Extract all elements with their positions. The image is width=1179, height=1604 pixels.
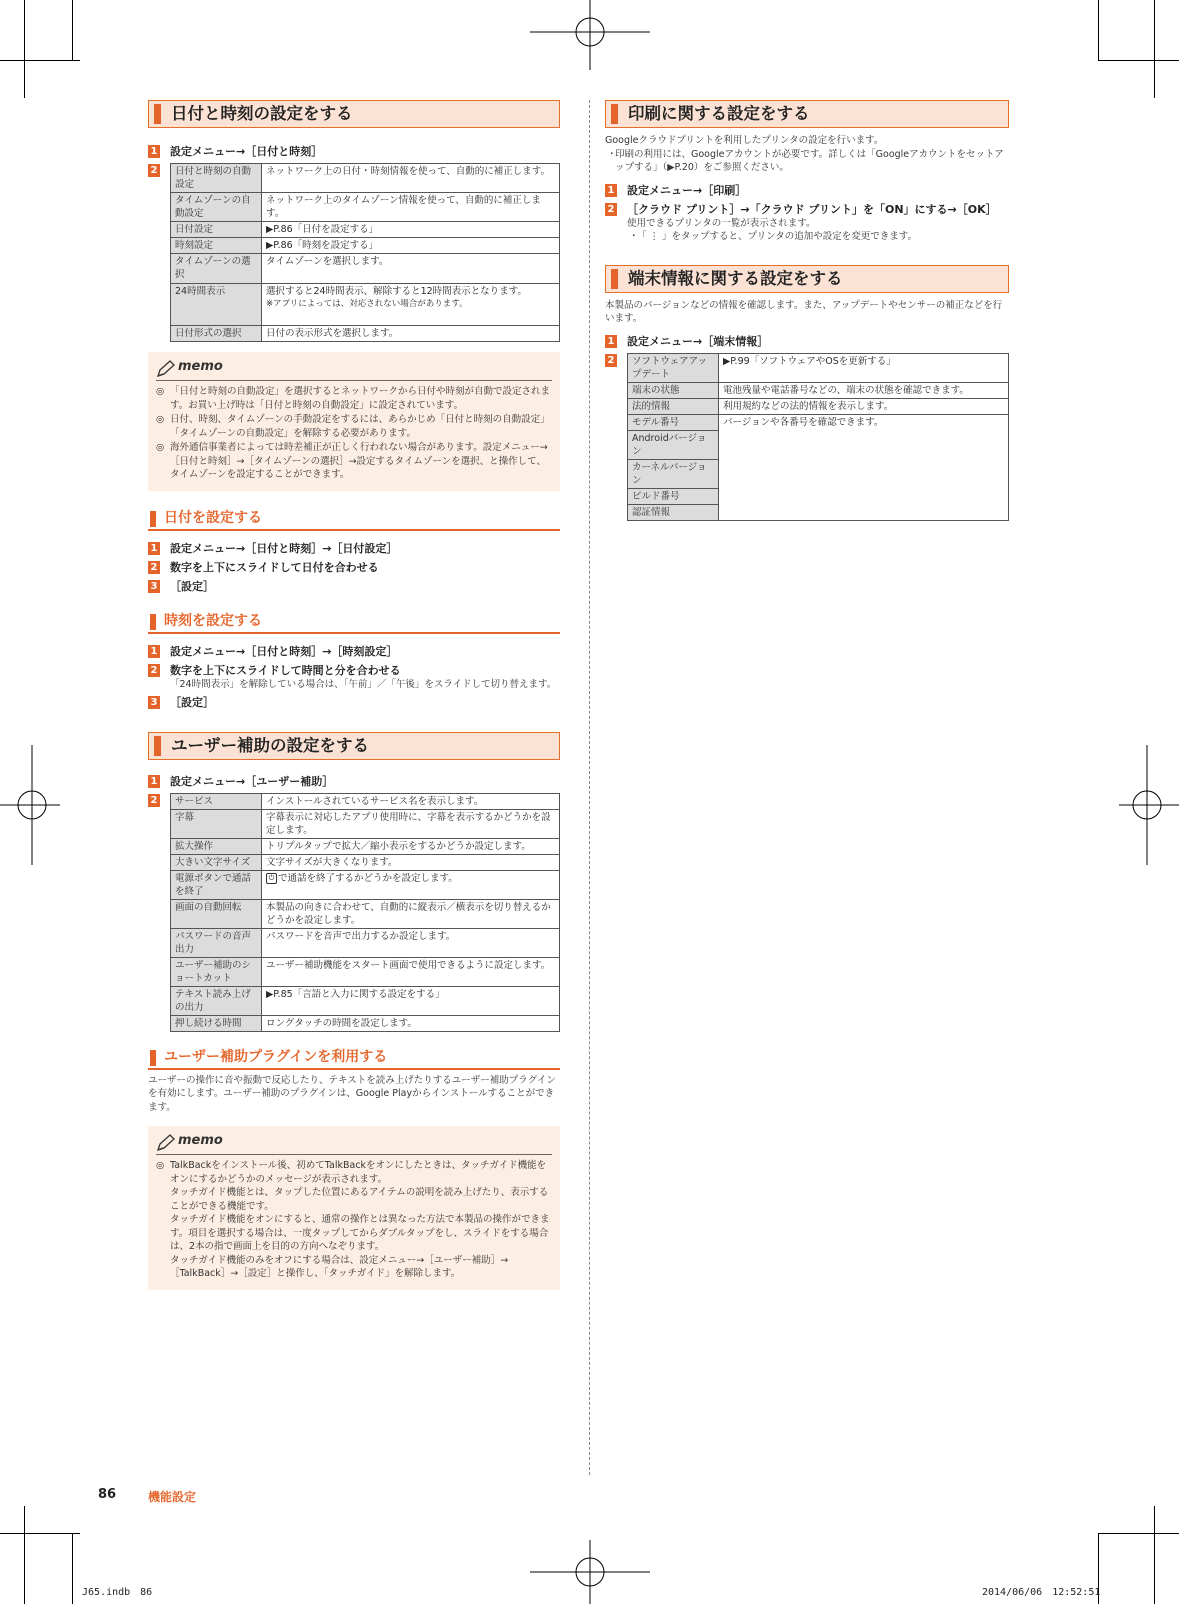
subsection-title-accessibility-plugin: ユーザー補助プラグインを利用する <box>148 1048 560 1070</box>
accessibility-settings-table <box>170 793 560 1032</box>
device-info-intro: 本製品のバージョンなどの情報を確認します。また、アップデートやセンサーの補正などを行います。 <box>605 299 1003 324</box>
step-3: 3 ［設定］ <box>148 579 560 594</box>
table-row: 24時間表示 選択すると24時間表示、解除すると12時間表示となります。 ※アプリによっては、対応されない場合があります。 <box>171 284 560 326</box>
table-row: モデル番号 バージョンや各番号を確認できます。 <box>628 414 1009 430</box>
step-2: 2 数字を上下にスライドして日付を合わせる <box>148 560 560 575</box>
table-row: ビルド番号 <box>628 488 1009 504</box>
step-number-2: 2 <box>148 794 160 807</box>
memo-item: ◎ TalkBackをインストール後、初めてTalkBackをオンにしたときは、タッチガイド機能をオンにするかどうかのメッセージが表示されます。 タッチガイド機能とは、タップした位置にあるアイテムの説明を読み上げたり、表示することができる機能です。 タッチガイド機能をオンにすると、通常の操作とは異なった方法で本製品の操作ができます。項目を選択する場合は、一度タップしてからダブルタップをし、スライドをする場合は、2本の指で画面上を目的の方向へなぞります。 タッチガイド機能のみをオフにする場合は、設定メニュー→［ユーザー補助］→［TalkBack］→［設定］と操作し、「タッチガイド」を解除します。 <box>156 1160 550 1279</box>
table-row: 押し続ける時間 ロングタッチの時間を設定します。 <box>171 1015 560 1031</box>
section-title-date-time: 日付と時刻の設定をする <box>148 100 560 128</box>
table-row: Androidバージョン <box>628 430 1009 459</box>
date-time-settings-table <box>170 163 560 342</box>
memo-label: memo <box>178 359 223 374</box>
memo-item: ◎ 日付、時刻、タイムゾーンの手動設定をするには、あらかじめ「日付と時刻の自動設定」「タイムゾーンの自動設定」を解除する必要があります。 <box>156 414 550 439</box>
step-number-2: 2 <box>148 164 160 177</box>
table-row: 画面の自動回転 本製品の向きに合わせて、自動的に縦表示／横表示を切り替えるかどうかを設定します。 <box>171 899 560 928</box>
table-row: サービス インストールされているサービス名を表示します。 <box>171 793 560 809</box>
registration-mark-left <box>0 745 60 865</box>
step-1: 1 設定メニュー→［端末情報］ <box>605 334 1009 349</box>
memo-item: ◎ 「日付と時刻の自動設定」を選択するとネットワークから日付や時刻が自動で設定されます。お買い上げ時は「日付と時刻の自動設定」に設定されています。 <box>156 386 551 411</box>
table-row: 日付と時刻の自動設定 ネットワーク上の日付・時刻情報を使って、自動的に補正します。 <box>171 164 560 193</box>
step-2: 2 数字を上下にスライドして時間と分を合わせる 「24時間表示」を解除している場合は、「午前」／「午後」をスライドして切り替えます。 <box>148 663 560 691</box>
step-1: 1 設定メニュー→［日付と時刻］→［日付設定］ <box>148 541 560 556</box>
table-row: 電源ボタンで通話を終了 ⏻ で通話を終了するかどうかを設定します。 <box>171 870 560 899</box>
registration-mark-right <box>1119 745 1179 865</box>
table-row: 字幕 字幕表示に対応したアプリ使用時に、字幕を表示するかどうかを設定します。 <box>171 809 560 838</box>
step-1: 1 設定メニュー→［印刷］ <box>605 183 1009 198</box>
column-divider <box>589 100 590 1475</box>
left-column <box>148 100 560 1290</box>
table-row: ソフトウェアアップデート ▶P.99「ソフトウェアやOSを更新する」 <box>628 353 1009 382</box>
memo-label: memo <box>178 1133 223 1148</box>
section-title-accessibility: ユーザー補助の設定をする <box>148 732 560 760</box>
page-number: 86 <box>98 1487 117 1502</box>
pencil-icon <box>156 1134 176 1152</box>
printing-intro: Googleクラウドプリントを利用したプリンタの設定を行います。 <box>605 135 884 146</box>
step-3: 3 ［設定］ <box>148 695 560 710</box>
chapter-label: 機能設定 <box>148 1490 197 1504</box>
section-title-device-info: 端末情報に関する設定をする <box>605 265 1009 293</box>
table-row: ユーザー補助のショートカット ユーザー補助機能をスタート画面で使用できるように設定します。 <box>171 957 560 986</box>
table-row: 拡大操作 トリプルタップで拡大／縮小表示をするかどうか設定します。 <box>171 838 560 854</box>
step-number-2: 2 <box>605 354 617 367</box>
right-column <box>605 100 1009 521</box>
registration-mark-bottom <box>530 1540 650 1604</box>
printing-bullet: ・ 印刷の利用には、Googleアカウントが必要です。詳しくは「Googleアカウントをセットアップする」（▶P.20）をご参照ください。 <box>607 148 1004 173</box>
table-row: 大きい文字サイズ 文字サイズが大きくなります。 <box>171 854 560 870</box>
table-row: 認証情報 <box>628 504 1009 520</box>
memo-box-date-time <box>148 352 560 491</box>
registration-mark-top <box>530 0 650 70</box>
step-1: 1 設定メニュー→［日付と時刻］→［時刻設定］ <box>148 644 560 659</box>
table-row: 時刻設定 ▶P.86「時刻を設定する」 <box>171 238 560 254</box>
print-file-info: J65.indb 86 <box>82 1587 153 1598</box>
power-key-icon: ⏻ <box>266 873 277 884</box>
table-row: 法的情報 利用規約などの法的情報を表示します。 <box>628 398 1009 414</box>
subsection-title-set-date: 日付を設定する <box>148 509 560 531</box>
table-row: 日付設定 ▶P.86「日付を設定する」 <box>171 222 560 238</box>
step-2: 2 ［クラウド プリント］→「クラウド プリント」を「ON」にする→［OK］ 使用できるプリンタの一覧が表示されます。 ・ 「 ⋮ 」をタップすると、プリンタの追加や設定を変更できます。 <box>605 202 1009 243</box>
table-row: テキスト読み上げの出力 ▶P.85「言語と入力に関する設定をする」 <box>171 986 560 1015</box>
device-info-table <box>627 353 1009 521</box>
step-1: 1 設定メニュー→［ユーザー補助］ <box>148 774 560 789</box>
table-row: パスワードの音声出力 パスワードを音声で出力するか設定します。 <box>171 928 560 957</box>
memo-item: ◎ 海外通信事業者によっては時差補正が正しく行われない場合があります。設定メニュー→［日付と時刻］→［タイムゾーンの選択］→設定するタイムゾーンを選択、と操作して、タイムゾーンを設定することができます。 <box>156 442 548 480</box>
step-1: 1 設定メニュー→［日付と時刻］ <box>148 144 560 159</box>
section-title-printing: 印刷に関する設定をする <box>605 100 1009 128</box>
table-row: カーネルバージョン <box>628 459 1009 488</box>
pencil-icon <box>156 360 176 378</box>
print-date-info: 2014/06/06 12:52:51 <box>982 1587 1101 1598</box>
subsection-title-set-time: 時刻を設定する <box>148 612 560 634</box>
plugin-description: ユーザーの操作に音や振動で反応したり、テキストを読み上げたりするユーザー補助プラグインを有効にします。ユーザー補助のプラグインは、Google Playからインストールすることができます。 <box>148 1074 556 1113</box>
table-row: 日付形式の選択 日付の表示形式を選択します。 <box>171 326 560 342</box>
memo-box-talkback <box>148 1126 560 1290</box>
table-row: タイムゾーンの選択 タイムゾーンを選択します。 <box>171 254 560 284</box>
table-row: タイムゾーンの自動設定 ネットワーク上のタイムゾーン情報を使って、自動的に補正します。 <box>171 193 560 222</box>
table-row: 端末の状態 電池残量や電話番号などの、端末の状態を確認できます。 <box>628 382 1009 398</box>
